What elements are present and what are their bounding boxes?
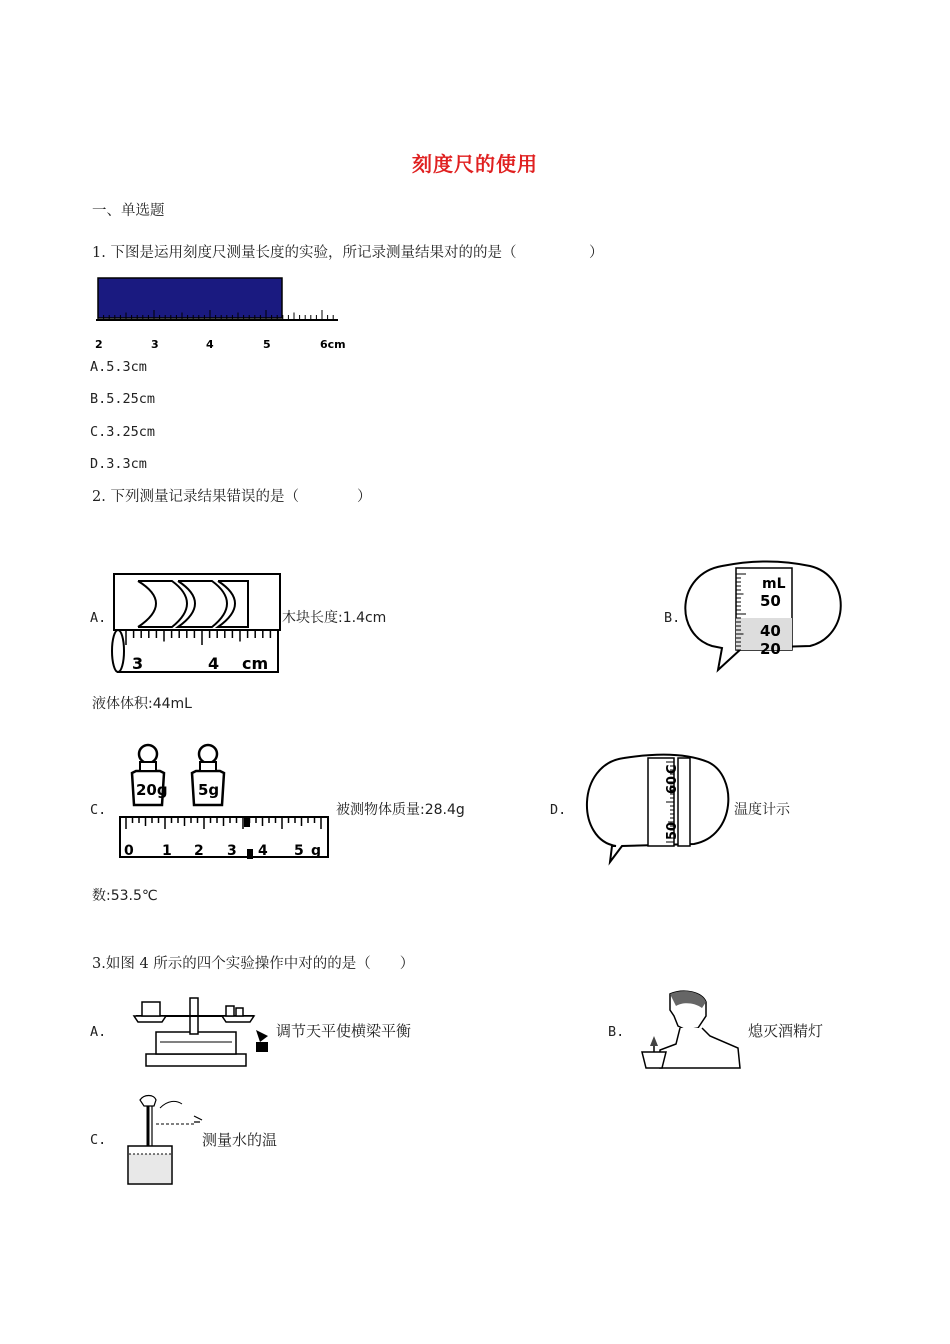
q2-option-a-letter: A. [90,610,107,626]
ruler-label-5: 5 [263,338,271,351]
q3-c-beaker-figure [124,1090,208,1186]
ruler-label-3: 3 [151,338,159,351]
cylinder-unit-ml: mL [762,576,786,592]
scale-label-0: 0 [124,843,134,859]
q3-option-a-text: 调节天平使横梁平衡 [276,1022,412,1040]
ruler-label-3: 3 [132,654,144,673]
ruler-label-2: 2 [95,338,103,351]
q2-option-d-text-1: 温度计示 [734,802,790,818]
ruler-label-cm: cm [242,654,269,673]
q1-ruler-figure [92,276,352,354]
q2-c-balance-figure [106,745,336,863]
q1-stem: 1. 下图是运用刻度尺测量长度的实验，所记录测量结果对的的是（ ） [92,245,604,261]
q2-option-d-text-2: 数:53.5℃ [92,888,158,904]
q2-b-cylinder-figure [682,554,848,674]
ruler-label-4: 4 [206,338,214,351]
scale-label-1: 1 [162,843,172,859]
q3-b-person-figure [640,988,744,1072]
q3-option-b-letter: B. [608,1024,625,1040]
q1-option-b: B.5.25cm [90,391,156,407]
q3-a-balance-figure [126,990,274,1070]
scale-label-2: 2 [194,843,204,859]
weight-20g: 20g [136,781,168,799]
scale-label-4: 4 [258,843,268,859]
q2-option-c-letter: C. [90,802,107,818]
q3-option-a-letter: A. [90,1024,107,1040]
q3-stem: 3.如图 4 所示的四个实验操作中对的的是（ ） [92,956,415,972]
section-heading: 一、单选题 [92,203,165,219]
ruler-label-6cm: 6cm [320,338,346,351]
cylinder-label-50: 50 [760,592,781,610]
thermo-label-60: 60 [665,775,680,794]
scale-label-3: 3 [227,843,237,859]
q1-option-d: D.3.3cm [90,456,147,472]
ruler-label-4: 4 [208,654,220,673]
thermo-label-50: 50 [665,821,680,840]
q2-option-d-letter: D. [550,802,567,818]
q3-option-b-text: 熄灭酒精灯 [748,1022,824,1040]
q2-option-b-letter: B. [664,610,681,626]
q2-option-b-text: 液体体积:44mL [92,696,192,712]
page-title: 刻度尺的使用 [412,152,538,176]
scale-label-g: g [311,843,322,859]
q3-option-c-text: 测量水的温 [202,1131,278,1149]
q2-option-a-text: 木块长度:1.4cm [282,610,387,626]
scale-label-5: 5 [294,843,304,859]
q2-a-ruler-figure [112,573,282,677]
q2-stem: 2. 下列测量记录结果错误的是（ ） [92,489,372,505]
q2-d-thermometer-figure [566,748,734,866]
q2-option-c-text: 被测物体质量:28.4g [336,802,465,818]
q1-option-a: A.5.3cm [90,359,147,375]
cylinder-label-20: 20 [760,640,781,658]
weight-5g: 5g [198,781,220,799]
cylinder-label-40: 40 [760,622,781,640]
thermo-label-c: C [665,764,680,774]
q3-option-c-letter: C. [90,1132,107,1148]
q1-option-c: C.3.25cm [90,424,156,440]
